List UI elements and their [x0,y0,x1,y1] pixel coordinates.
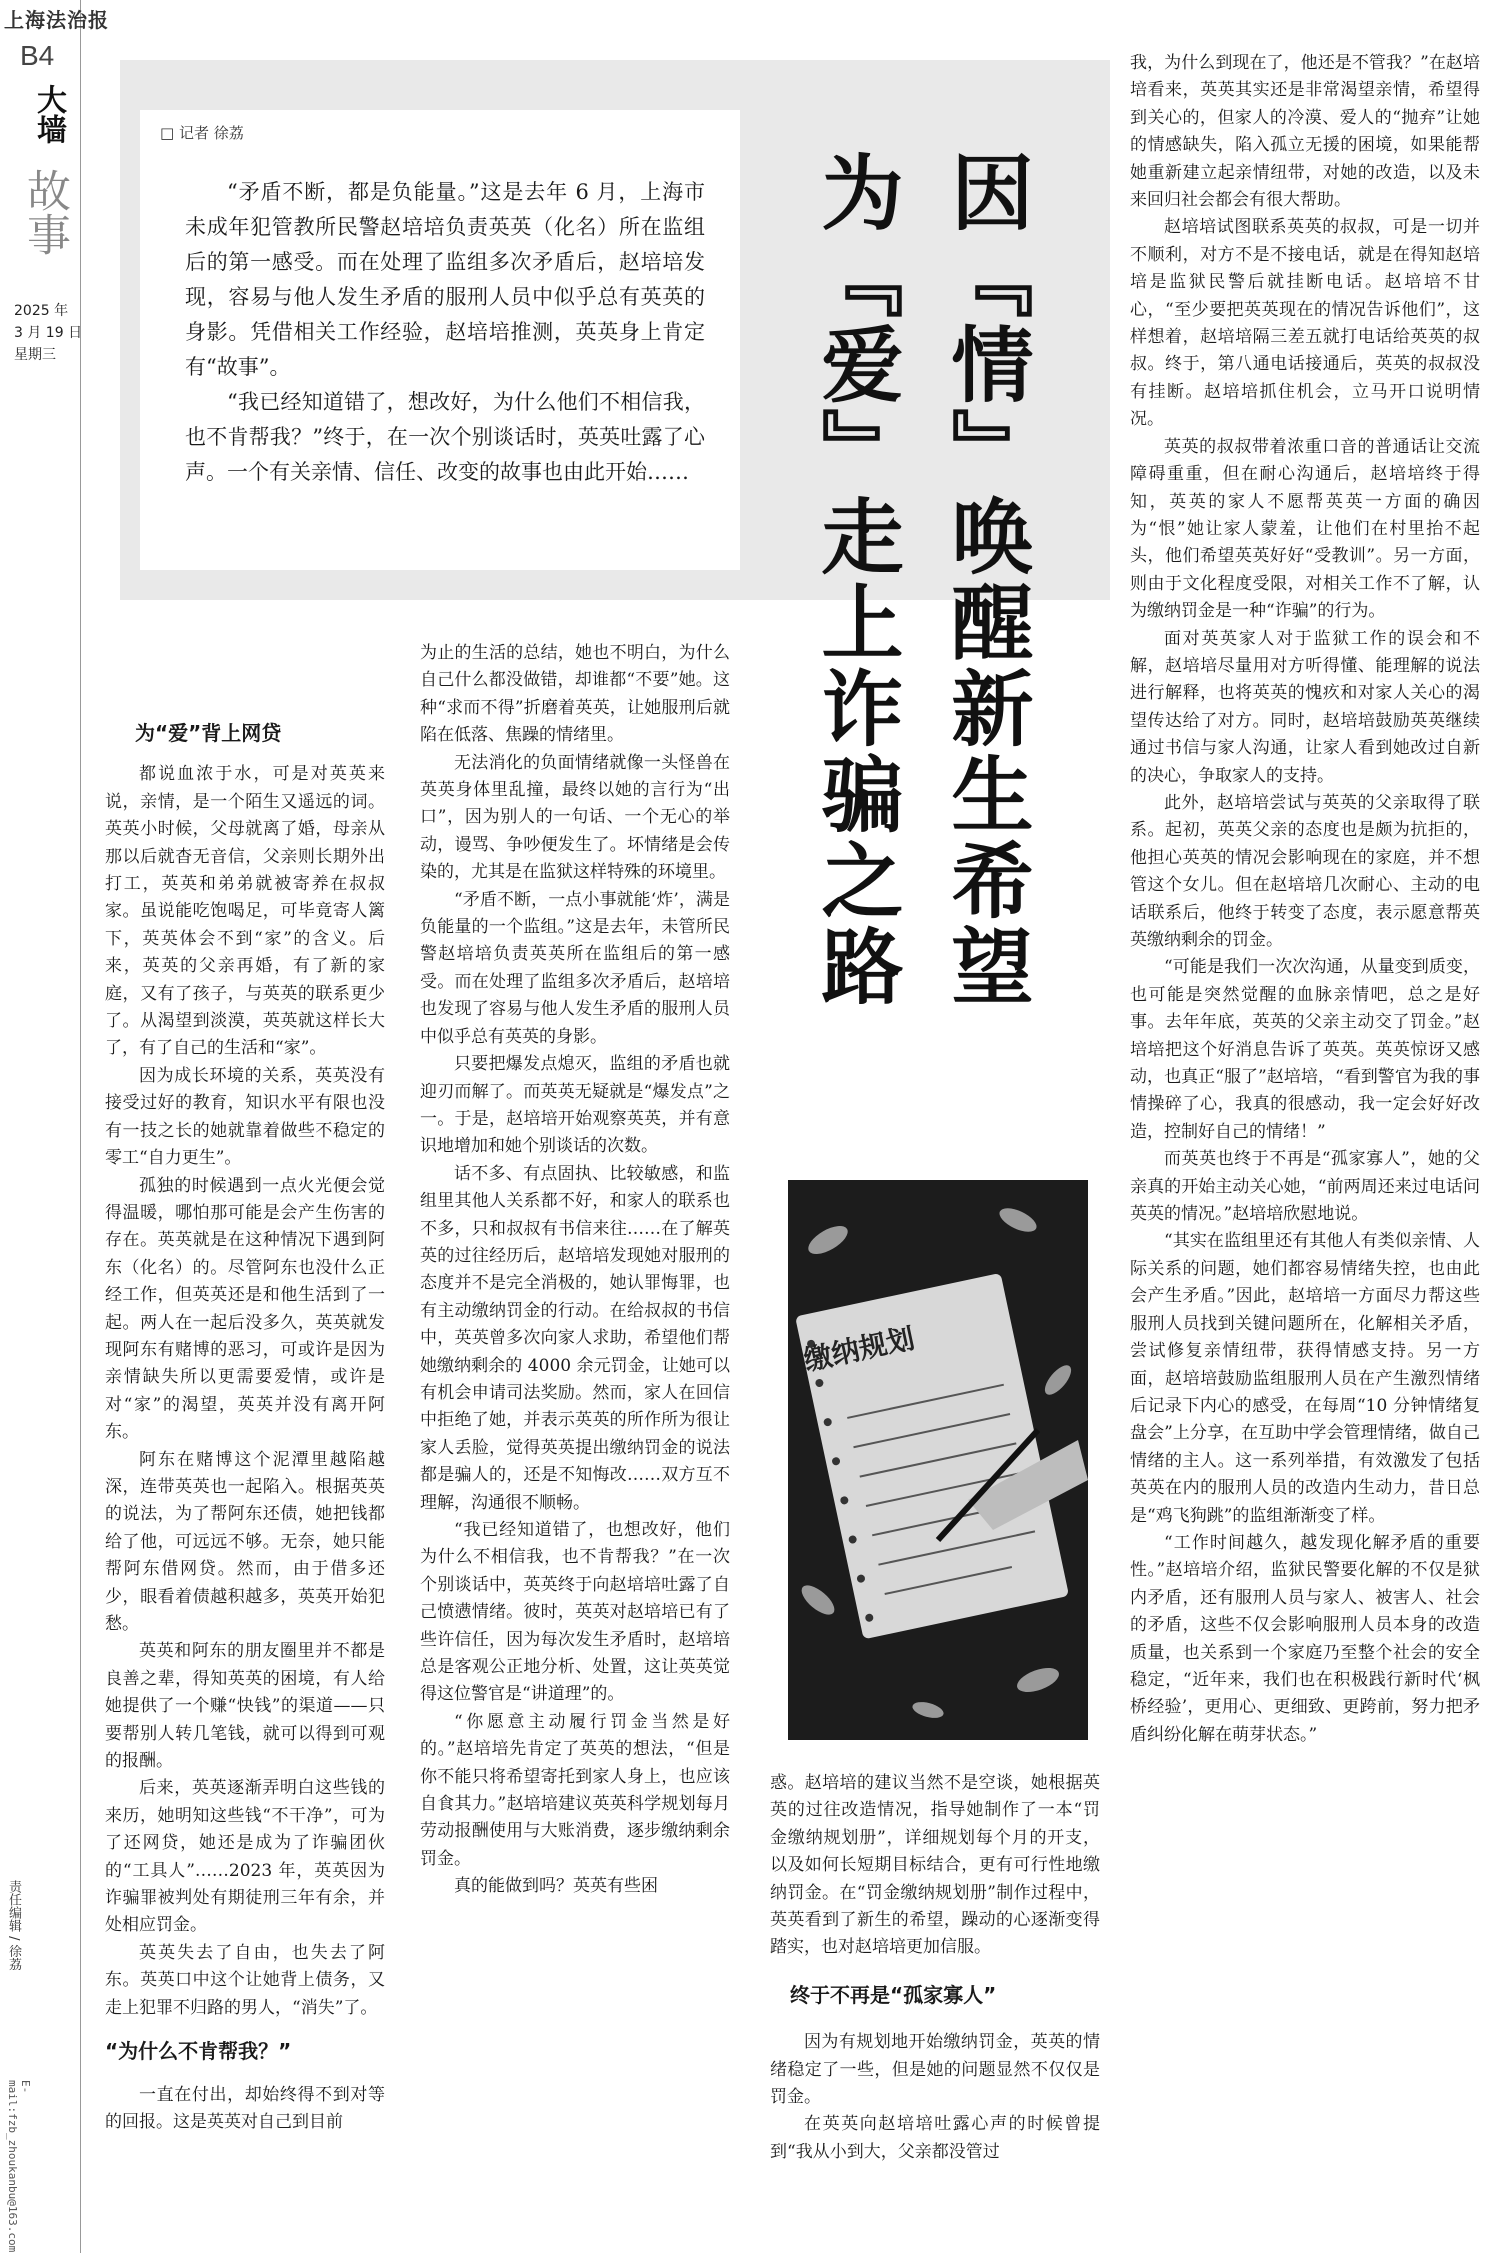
paragraph: 为止的生活的总结，她也不明白，为什么自己什么都没做错，却谁都“不要”她。这种“求而不得”折磨着英英，让她服刑后就陷在低落、焦躁的情绪里。 [420,643,730,746]
masthead: 上海法治报 [4,8,109,32]
section-tag: 大墙 [31,84,66,144]
paragraph: 赵培培试图联系英英的叔叔，可是一切并不顺利，对方不是不接电话，就是在得知赵培培是监狱民警后就挂断电话。赵培培不甘心，“至少要把英英现在的情况告诉他们”，这样想着，赵培培隔三差五就打电话给英英的叔叔。终于，第八通电话接通后，英英的叔叔没有挂断。赵培培抓住机会，立马开口说明情况。 [1130,217,1480,430]
paragraph: “可能是我们一次次沟通，从量变到质变，也可能是突然觉醒的血脉亲情吧，总之是好事。去年年底，英英的父亲主动交了罚金。”赵培培把这个好消息告诉了英英。英英惊讶又感动，也真正“服了”赵培培，“看到警官为我的事情操碎了心，我真的很感动，我一定会好好改造，控制好自己的情绪！” [1130,957,1480,1142]
paragraph: 在英英向赵培培吐露心声的时候曾提到“我从小到大，父亲都没管过 [770,2114,1100,2162]
page-number: B4 [20,40,55,71]
paragraph: 后来，英英逐渐弄明白这些钱的来历，她明知这些钱“不干净”，可为了还网贷，她还是成为了诈骗团伙的“工具人”……2023 年，英英因为诈骗罪被判处有期徒刑三年有余，并处相应罚金。 [105,1778,385,1936]
date-year: 2025 年 [14,303,69,319]
paragraph: 都说血浓于水，可是对英英来说，亲情，是一个陌生又遥远的词。英英小时候，父母就离了婚，母亲从那以后就杳无音信，父亲则长期外出打工，英英和弟弟就被寄养在叔叔家。虽说能吃饱喝足，可毕竟寄人篱下，英英体会不到“家”的含义。后来，英英的父亲再婚，有了新的家庭，又有了孩子，与英英的联系更少了。从渴望到淡漠，英英就这样长大了，有了自己的生活和“家”。 [105,764,385,1059]
publication-date [14,300,82,366]
paragraph: 英英和阿东的朋友圈里并不都是良善之辈，得知英英的困境，有人给她提供了一个赚“快钱”的渠道——只要帮别人转几笔钱，就可以得到可观的报酬。 [105,1641,385,1772]
article-column-4 [1130,50,1480,1749]
illustration-label: 缴纳规划 [801,1321,918,1378]
paragraph: “矛盾不断，一点小事就能‘炸’，满是负能量的一个监组。”这是去年，未管所民警赵培培负责英英所在监组后的第一感受。而在处理了监组多次矛盾后，赵培培也发现了容易与他人发生矛盾的服刑人员中似乎总有英英的身影。 [420,889,730,1047]
lead-paragraph: “矛盾不断，都是负能量。”这是去年 6 月，上海市未成年犯管教所民警赵培培负责英英（化名）所在监组后的第一感受。而在处理了监组多次矛盾后，赵培培发现，容易与他人发生矛盾的服刑人员中似乎总有英英的身影。凭借相关工作经验，赵培培推测，英英身上肯定有“故事”。 [185,180,705,379]
paragraph: 面对英英家人对于监狱工作的误会和不解，赵培培尽量用对方听得懂、能理解的说法进行解释，也将英英的愧疚和对家人关心的渴望传达给了对方。同时，赵培培鼓励英英继续通过书信与家人沟通，让家人看到她改过自新的决心，争取家人的支持。 [1130,628,1480,786]
paragraph: “你愿意主动履行罚金当然是好的。”赵培培先肯定了英英的想法，“但是你不能只将希望寄托到家人身上，也应该自食其力。”赵培培建议英英科学规划每月劳动报酬使用与大账消费，逐步缴纳剩余罚金。 [420,1711,730,1869]
headline-line-1: 因『情』唤醒新生希望 [938,150,1033,1010]
headline [790,150,1050,1010]
headline-line-2: 为『爱』走上诈骗之路 [808,150,903,1010]
paragraph: 英英失去了自由，也失去了阿东。英英口中这个让她背上债务，又走上犯罪不归路的男人，“消失”了。 [105,1942,385,2018]
paragraph: 真的能做到吗？英英有些困 [454,1876,658,1897]
article-column-1 [105,720,385,2136]
paragraph: “其实在监组里还有其他人有类似亲情、人际关系的问题，她们都容易情绪失控，也由此会产生矛盾。”因此，赵培培一方面尽力帮这些服刑人员找到关键问题所在，化解相关矛盾，尝试修复亲情纽带，获得情感支持。另一方面，赵培培鼓励监组服刑人员在产生激烈情绪后记录下内心的感受，在每周“10 分钟情绪复盘会”上分享，在互助中学会管理情绪，做自己情绪的主人。这一系列举措，有效激发了包括英英在内的服刑人员的改造内生动力，昔日总是“鸡飞狗跳”的监组渐渐变了样。 [1130,1231,1480,1526]
editor-credit: 责任编辑 / 徐荔 [6,1880,21,1971]
lead-text [185,175,705,490]
subheading: 为“爱”背上网贷 [135,721,282,745]
paragraph: “工作时间越久，越发现化解矛盾的重要性。”赵培培介绍，监狱民警要化解的不仅是狱内矛盾，还有服刑人员与家人、被害人、社会的矛盾，这些不仅会影响服刑人员本身的改造质量，也关系到一个家庭乃至整个社会的安全稳定，“近年来，我们也在积极践行新时代‘枫桥经验’，更用心、更细致、更跨前，努力把矛盾纠纷化解在萌芽状态。” [1130,1532,1480,1745]
paragraph: “我已经知道错了，也想改好，他们为什么不相信我，也不肯帮我？”在一次个别谈话中，英英终于向赵培培吐露了自己愤懑情绪。彼时，英英对赵培培已有了些许信任，因为每次发生矛盾时，赵培培总是客观公正地分析、处置，这让英英觉得这位警官是“讲道理”的。 [420,1520,730,1705]
paragraph: 只要把爆发点熄灭，监组的矛盾也就迎刃而解了。而英英无疑就是“爆发点”之一。于是，赵培培开始观察英英，并有意识地增加和她个别谈话的次数。 [420,1054,730,1157]
date-weekday: 星期三 [14,347,56,363]
article-column-3 [770,1770,1100,2166]
byline: □ 记者 徐荔 [160,124,244,142]
section-title: 故事 [19,168,70,256]
lead-paragraph: “我已经知道错了，想改好，为什么他们不相信我，也不肯帮我？”终于，在一次个别谈话时，英英吐露了心声。一个有关亲情、信任、改变的故事也由此开始…… [185,390,705,484]
paragraph: 惑。赵培培的建议当然不是空谈，她根据英英的过往改造情况，指导她制作了一本“罚金缴纳规划册”，详细规划每个月的开支，以及如何长短期目标结合，更有可行性地缴纳罚金。在“罚金缴纳规划册”制作过程中，英英看到了新生的希望，躁动的心逐渐变得踏实，也对赵培培更加信服。 [770,1773,1100,1958]
article-column-2 [420,640,730,1901]
paragraph: 此外，赵培培尝试与英英的父亲取得了联系。起初，英英父亲的态度也是颇为抗拒的，他担心英英的情况会影响现在的家庭，并不想管这个女儿。但在赵培培几次耐心、主动的电话联系后，他终于转变了态度，表示愿意帮英英缴纳剩余的罚金。 [1130,792,1480,950]
paragraph: 我，为什么到现在了，他还是不管我？”在赵培培看来，英英其实还是非常渴望亲情，希望得到关心的，但家人的冷漠、爱人的“抛弃”让她的情感缺失，陷入孤立无援的困境，如果能帮她重新建立起亲情纽带，对她的改造，以及未来回归社会都会有很大帮助。 [1130,53,1480,211]
paragraph: 话不多、有点固执、比较敏感，和监组里其他人关系都不好，和家人的联系也不多，只和叔叔有书信来往……在了解英英的过往经历后，赵培培发现她对服刑的态度并不是完全消极的，她认罪悔罪，也有主动缴纳罚金的行动。在给叔叔的书信中，英英曾多次向家人求助，希望他们帮她缴纳剩余的 4000 余元罚金，让她可以有机会申请司法奖励。然而，家人在回信中拒绝了她，并表示英英的所作所为很让家人丢脸，觉得英英提出缴纳罚金的说法都是骗人的，还是不知悔改……双方互不理解，沟通很不顺畅。 [420,1163,730,1513]
paragraph: 而英英也终于不再是“孤家寡人”，她的父亲真的开始主动关心她，“前两周还来过电话问英英的情况。”赵培培欣慰地说。 [1130,1149,1480,1225]
editor-email: E-mail:fzb_zhoukanbu@163.com [6,2080,32,2253]
date-day: 3 月 19 日 [14,325,83,341]
paragraph: 因为成长环境的关系，英英没有接受过好的教育，知识水平有限也没有一技之长的她就靠着做些不稳定的零工“自力更生”。 [105,1065,385,1169]
paragraph: 英英的叔叔带着浓重口音的普通话让交流障碍重重，但在耐心沟通后，赵培培终于得知，英英的家人不愿帮英英一方面的确因为“恨”她让家人蒙羞，让他们在村里抬不起头，他们希望英英好好“受教训”。另一方面，则由于文化程度受限，对相关工作不了解，认为缴纳罚金是一种“诈骗”的行为。 [1130,436,1480,622]
paragraph: 一直在付出，却始终得不到对等的回报。这是英英对自己到目前 [105,2084,385,2132]
subheading: 终于不再是“孤家寡人” [790,1982,997,2007]
paragraph: 因为有规划地开始缴纳罚金，英英的情绪稳定了一些，但是她的问题显然不仅仅是罚金。 [770,2032,1100,2108]
subheading: “为什么不肯帮我？” [105,2039,292,2064]
paragraph: 无法消化的负面情绪就像一头怪兽在英英身体里乱撞，最终以她的言行为“出口”，因为别人的一句话、一个无心的举动，谩骂、争吵便发生了。坏情绪是会传染的，尤其是在监狱这样特殊的环境里。 [420,752,730,883]
paragraph: 孤独的时候遇到一点火光便会觉得温暖，哪怕那可能是会产生伤害的存在。英英就是在这种情况下遇到阿东（化名）的。尽管阿东也没什么正经工作，但英英还是和他生活到了一起。两人在一起后没多久，英英就发现阿东有赌博的恶习，可或许是因为亲情缺失所以更需要爱情，或许是对“家”的渴望，英英并没有离开阿东。 [105,1175,385,1443]
paragraph: 阿东在赌博这个泥潭里越陷越深，连带英英也一起陷入。根据英英的说法，为了帮阿东还债，她把钱都给了他，可远远不够。无奈，她只能帮阿东借网贷。然而，由于借多还少，眼看着债越积越多，英英开始犯愁。 [105,1449,385,1634]
illustration [788,1180,1088,1740]
